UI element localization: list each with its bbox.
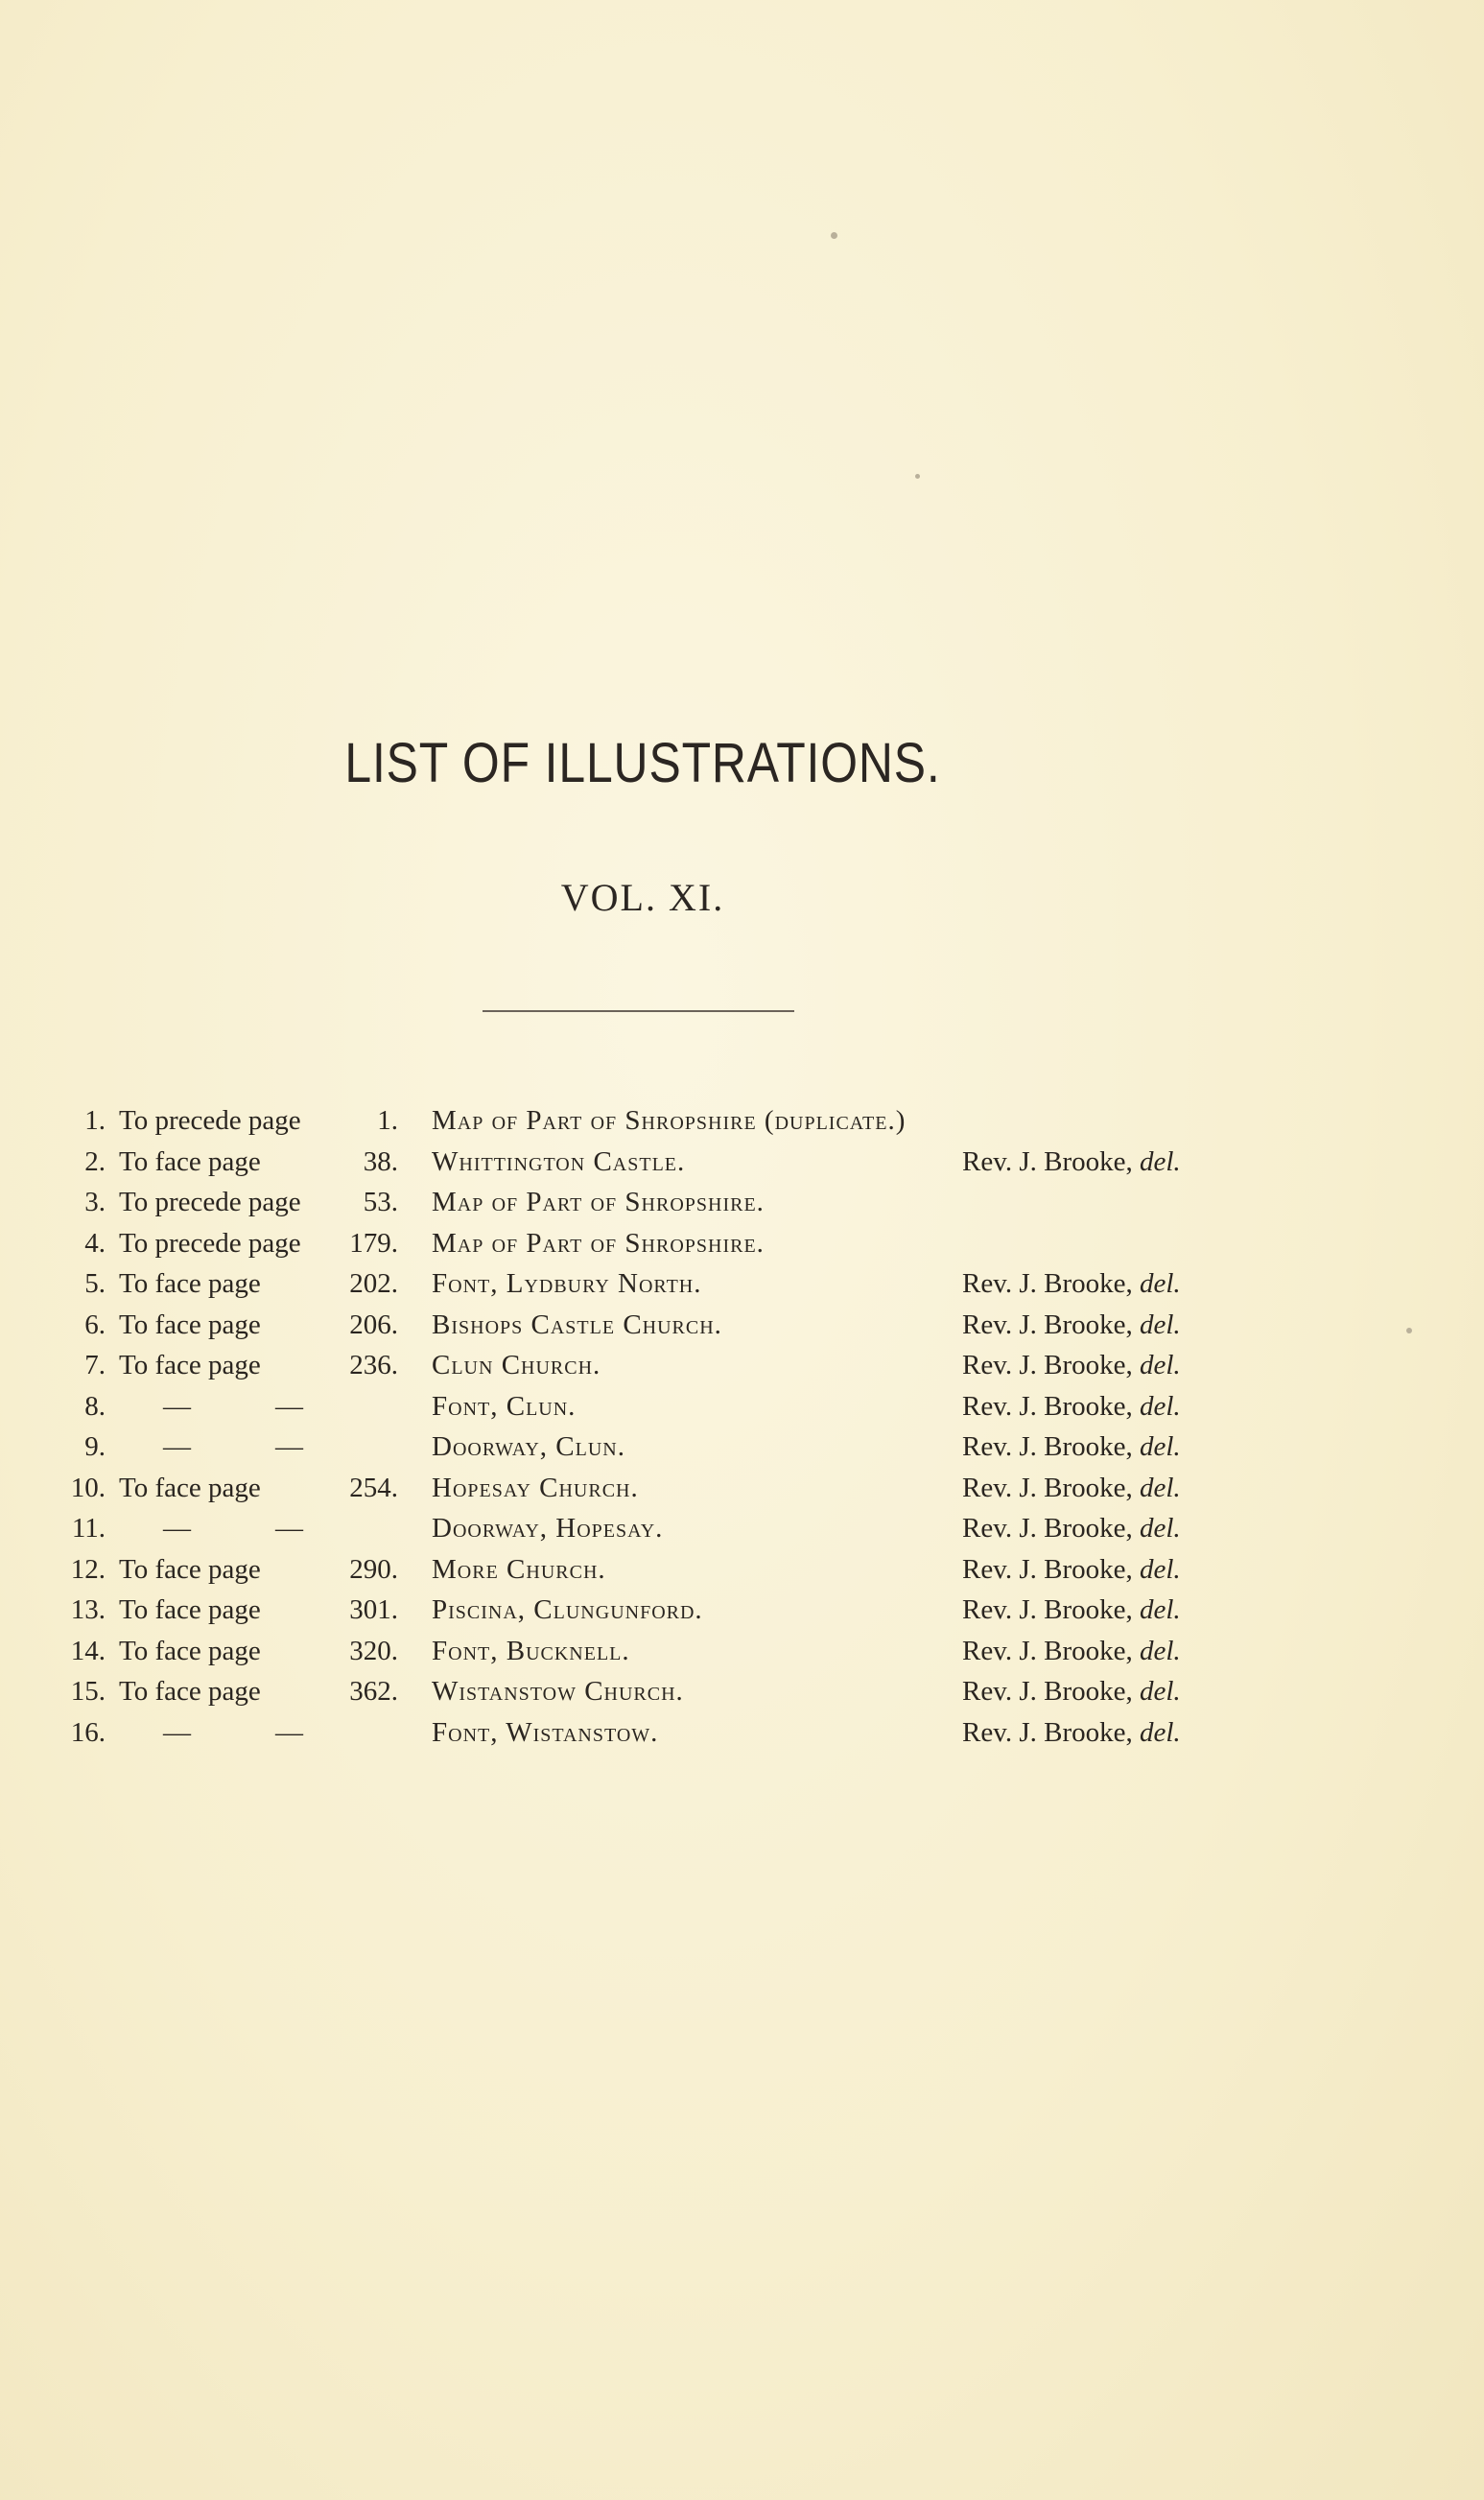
ditto-dash: — — [163, 1716, 191, 1748]
credit-name: Rev. J. Brooke, — [962, 1635, 1140, 1666]
item-placement: To face page — [119, 1676, 261, 1707]
volume-heading: VOL. XI. — [560, 876, 725, 919]
item-subject: Map of Part of Shropshire. — [432, 1227, 765, 1259]
item-credit — [962, 1508, 1181, 1549]
item-number: 16. — [70, 1716, 106, 1748]
item-page-number: 38. — [363, 1145, 398, 1177]
credit-name: Rev. J. Brooke, — [962, 1309, 1140, 1340]
list-item — [0, 1142, 1484, 1183]
credit-del: del. — [1140, 1431, 1181, 1462]
item-subject: Piscina, Clungunford. — [432, 1594, 703, 1625]
credit-name: Rev. J. Brooke, — [962, 1594, 1140, 1625]
item-placement: To face page — [119, 1309, 261, 1340]
credit-name: Rev. J. Brooke, — [962, 1716, 1140, 1748]
item-number: 14. — [70, 1635, 106, 1666]
item-subject: Font, Bucknell. — [432, 1635, 630, 1666]
item-placement: To face page — [119, 1350, 261, 1380]
list-item — [0, 1345, 1484, 1386]
list-item — [0, 1100, 1484, 1142]
credit-del: del. — [1140, 1268, 1181, 1299]
item-number: 1. — [84, 1105, 106, 1136]
credit-name: Rev. J. Brooke, — [962, 1431, 1140, 1462]
item-number: 7. — [84, 1350, 106, 1380]
item-credit — [962, 1671, 1181, 1712]
item-subject: Hopesay Church. — [432, 1472, 639, 1503]
item-credit — [962, 1142, 1181, 1183]
credit-del: del. — [1140, 1594, 1181, 1625]
divider-rule — [483, 1010, 794, 1012]
item-subject: More Church. — [432, 1553, 606, 1585]
credit-name: Rev. J. Brooke, — [962, 1268, 1140, 1299]
item-number: 13. — [70, 1594, 106, 1625]
paper-speck — [831, 232, 837, 239]
ditto-dash: — — [163, 1431, 191, 1462]
item-subject: Clun Church. — [432, 1350, 601, 1380]
item-credit — [962, 1386, 1181, 1427]
item-placement: To face page — [119, 1594, 261, 1625]
item-credit — [962, 1712, 1181, 1754]
item-number: 8. — [84, 1390, 106, 1422]
item-placement: To precede page — [119, 1105, 301, 1136]
item-page-number: 206. — [349, 1309, 398, 1340]
credit-name: Rev. J. Brooke, — [962, 1553, 1140, 1585]
paper-speck — [915, 474, 920, 479]
item-number: 4. — [84, 1227, 106, 1259]
ditto-dash: — — [275, 1431, 303, 1462]
item-credit — [962, 1427, 1181, 1468]
item-number: 5. — [84, 1268, 106, 1299]
credit-name: Rev. J. Brooke, — [962, 1145, 1140, 1177]
item-subject: Bishops Castle Church. — [432, 1309, 722, 1340]
credit-del: del. — [1140, 1472, 1181, 1503]
item-number: 10. — [70, 1472, 106, 1503]
item-page-number: 362. — [349, 1676, 398, 1707]
illustrations-list — [0, 1100, 1484, 1753]
list-item — [0, 1468, 1484, 1509]
credit-name: Rev. J. Brooke, — [962, 1350, 1140, 1380]
item-number: 15. — [70, 1676, 106, 1707]
item-placement: To face page — [119, 1268, 261, 1299]
item-subject: Font, Wistanstow. — [432, 1716, 659, 1748]
item-subject: Font, Clun. — [432, 1390, 577, 1422]
ditto-dash: — — [275, 1716, 303, 1748]
item-subject: Font, Lydbury North. — [432, 1268, 702, 1299]
credit-name: Rev. J. Brooke, — [962, 1472, 1140, 1503]
item-number: 3. — [84, 1187, 106, 1217]
credit-del: del. — [1140, 1716, 1181, 1748]
item-credit — [962, 1345, 1181, 1386]
item-number: 12. — [70, 1553, 106, 1585]
item-credit — [962, 1305, 1181, 1346]
credit-name: Rev. J. Brooke, — [962, 1513, 1140, 1544]
list-item — [0, 1549, 1484, 1591]
credit-del: del. — [1140, 1676, 1181, 1707]
item-credit — [962, 1590, 1181, 1631]
credit-name: Rev. J. Brooke, — [962, 1676, 1140, 1707]
credit-del: del. — [1140, 1350, 1181, 1380]
item-page-number: 320. — [349, 1635, 398, 1666]
item-page-number: 202. — [349, 1268, 398, 1299]
item-page-number: 254. — [349, 1472, 398, 1503]
list-item — [0, 1305, 1484, 1346]
credit-del: del. — [1140, 1635, 1181, 1666]
list-item — [0, 1223, 1484, 1264]
item-page-number: 236. — [349, 1350, 398, 1380]
item-number: 2. — [84, 1145, 106, 1177]
item-subject: Doorway, Clun. — [432, 1431, 625, 1462]
list-item — [0, 1590, 1484, 1631]
item-placement: To face page — [119, 1553, 261, 1585]
list-item — [0, 1712, 1484, 1754]
item-credit — [962, 1631, 1181, 1672]
list-item — [0, 1427, 1484, 1468]
item-page-number: 1. — [377, 1105, 398, 1136]
paper-speck — [1406, 1328, 1412, 1333]
ditto-dash: — — [275, 1390, 303, 1422]
item-subject: Whittington Castle. — [432, 1145, 686, 1177]
list-item — [0, 1671, 1484, 1712]
credit-name: Rev. J. Brooke, — [962, 1390, 1140, 1422]
item-placement: To precede page — [119, 1227, 301, 1259]
credit-del: del. — [1140, 1390, 1181, 1422]
credit-del: del. — [1140, 1553, 1181, 1585]
item-credit — [962, 1263, 1181, 1305]
ditto-dash: — — [163, 1390, 191, 1422]
item-placement: To face page — [119, 1635, 261, 1666]
page-title: LIST OF ILLUSTRATIONS. — [344, 732, 941, 794]
list-item — [0, 1508, 1484, 1549]
list-item — [0, 1182, 1484, 1223]
item-page-number: 179. — [349, 1227, 398, 1259]
list-item — [0, 1631, 1484, 1672]
item-subject: Map of Part of Shropshire (duplicate.) — [432, 1105, 907, 1136]
item-placement: To face page — [119, 1472, 261, 1503]
item-page-number: 290. — [349, 1553, 398, 1585]
item-credit — [962, 1549, 1181, 1591]
list-item — [0, 1386, 1484, 1427]
credit-del: del. — [1140, 1145, 1181, 1177]
item-credit — [962, 1468, 1181, 1509]
ditto-dash: — — [163, 1513, 191, 1544]
item-number: 6. — [84, 1309, 106, 1340]
credit-del: del. — [1140, 1309, 1181, 1340]
item-subject: Doorway, Hopesay. — [432, 1513, 664, 1544]
credit-del: del. — [1140, 1513, 1181, 1544]
list-item — [0, 1263, 1484, 1305]
item-page-number: 53. — [363, 1187, 398, 1217]
item-page-number: 301. — [349, 1594, 398, 1625]
item-number: 9. — [84, 1431, 106, 1462]
item-placement: To precede page — [119, 1187, 301, 1217]
item-subject: Map of Part of Shropshire. — [432, 1187, 765, 1217]
item-subject: Wistanstow Church. — [432, 1676, 684, 1707]
item-number: 11. — [71, 1513, 106, 1544]
ditto-dash: — — [275, 1513, 303, 1544]
item-placement: To face page — [119, 1145, 261, 1177]
